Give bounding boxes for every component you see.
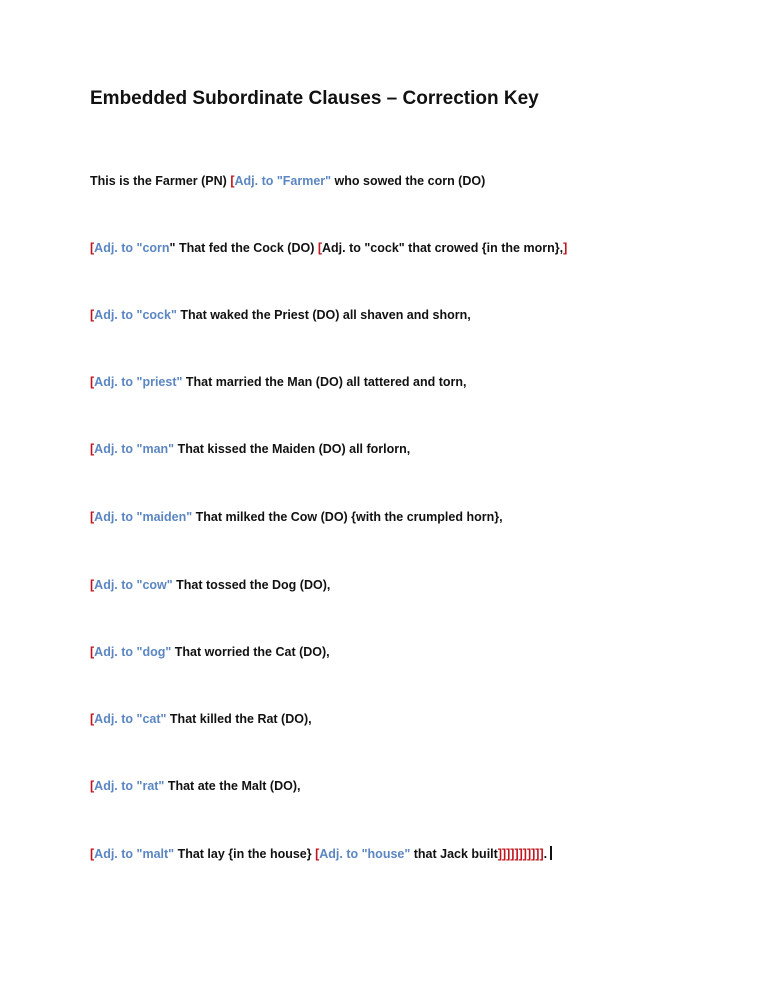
- clause-line-7: [90, 578, 330, 592]
- open-bracket: [: [90, 241, 95, 255]
- main-clause-text: This is the Farmer (PN): [90, 174, 231, 188]
- clause-text: That milked the Cow (DO) {with the crumpled horn},: [192, 510, 503, 524]
- adjective-label: Adj. to "cow": [94, 578, 173, 592]
- close-bracket: ]: [563, 241, 568, 255]
- clause-text: That married the Man (DO) all tattered and torn,: [182, 375, 467, 389]
- clause-line-1: [90, 174, 485, 188]
- clause-line-5: [90, 442, 410, 456]
- clause-text: That ate the Malt (DO),: [164, 779, 301, 793]
- open-bracket: [: [317, 241, 323, 255]
- adjective-label: Adj. to "dog": [94, 645, 172, 659]
- clause-text: That waked the Priest (DO) all shaven and shorn,: [176, 308, 471, 322]
- clause-text: That kissed the Maiden (DO) all forlorn,: [174, 442, 411, 456]
- adjective-label: Adj. to "cat": [94, 712, 167, 726]
- adjective-label: Adj. to "Farmer": [234, 174, 332, 188]
- adjective-label: Adj. to "rat": [94, 779, 165, 793]
- clause-text: that Jack built: [410, 847, 498, 861]
- final-period: .: [543, 847, 548, 861]
- clause-line-6: [90, 510, 503, 524]
- clause-text: Adj. to "cock" that crowed {in the morn},: [322, 241, 564, 255]
- clause-line-4: [90, 375, 466, 389]
- adjective-label: Adj. to "corn: [94, 241, 170, 255]
- adjective-label: Adj. to "priest": [94, 375, 183, 389]
- clause-text: That tossed the Dog (DO),: [172, 578, 331, 592]
- clause-text: " That fed the Cock (DO): [169, 241, 318, 255]
- open-bracket: [: [90, 847, 95, 861]
- close-brackets: ]]]]]]]]]]]: [497, 847, 544, 861]
- clause-text: That lay {in the house}: [174, 847, 316, 861]
- adjective-label: Adj. to "man": [94, 442, 175, 456]
- open-bracket: [: [90, 308, 95, 322]
- open-bracket: [: [90, 578, 95, 592]
- clause-line-3: [90, 308, 471, 322]
- adjective-label: Adj. to "house": [319, 847, 411, 861]
- adjective-label: Adj. to "malt": [94, 847, 175, 861]
- open-bracket: [: [90, 510, 95, 524]
- open-bracket: [: [90, 375, 95, 389]
- clause-text: who sowed the corn (DO): [331, 174, 486, 188]
- clause-text: That worried the Cat (DO),: [171, 645, 330, 659]
- page-title: Embedded Subordinate Clauses – Correction Key: [90, 88, 539, 109]
- clause-line-10: [90, 779, 300, 793]
- clause-line-11: [90, 846, 552, 861]
- adjective-label: Adj. to "maiden": [94, 510, 193, 524]
- open-bracket: [: [90, 712, 95, 726]
- open-bracket: [: [315, 847, 320, 861]
- clause-line-2: [90, 241, 567, 255]
- open-bracket: [: [90, 442, 95, 456]
- open-bracket: [: [230, 174, 235, 188]
- clause-line-8: [90, 645, 330, 659]
- text-cursor: [550, 846, 552, 860]
- open-bracket: [: [90, 779, 95, 793]
- clause-text: That killed the Rat (DO),: [166, 712, 312, 726]
- open-bracket: [: [90, 645, 95, 659]
- adjective-label: Adj. to "cock": [94, 308, 177, 322]
- clause-line-9: [90, 712, 312, 726]
